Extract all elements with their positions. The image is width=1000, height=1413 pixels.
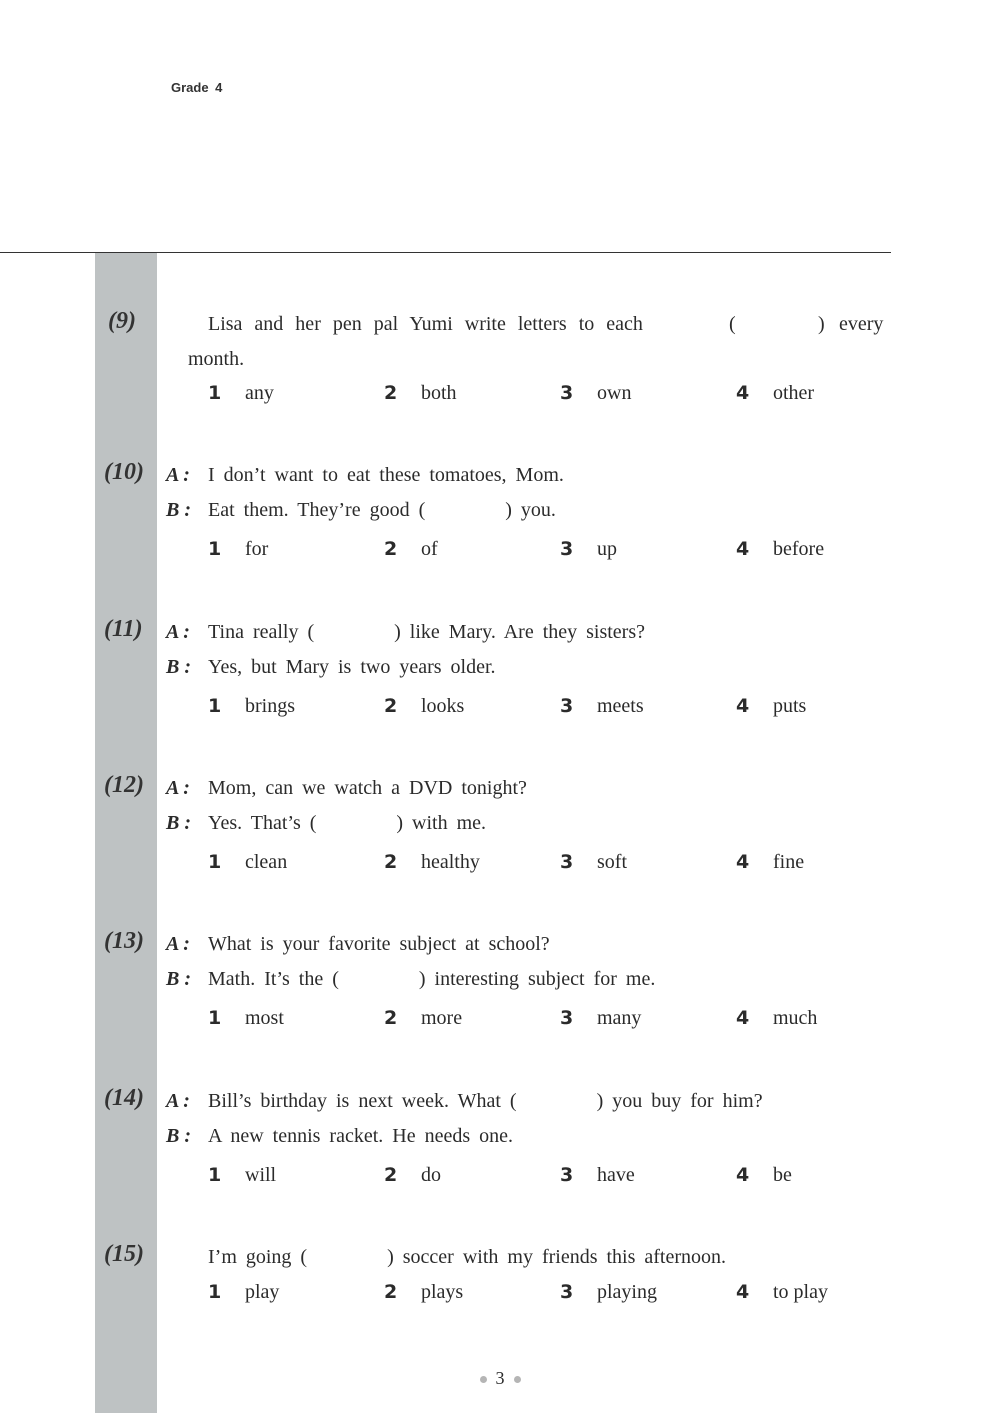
- question-number: (15): [104, 1241, 144, 1267]
- choice-1[interactable]: [208, 1163, 276, 1187]
- choice-text: plays: [421, 1281, 464, 1303]
- dialogue-a: [208, 620, 645, 644]
- speaker-b: B :: [166, 968, 191, 990]
- question-number: (12): [104, 772, 144, 798]
- speaker-a: A :: [166, 464, 190, 486]
- choice-number: 4: [736, 1007, 750, 1029]
- question-sentence: [208, 312, 889, 336]
- choice-4[interactable]: [736, 1006, 817, 1030]
- choice-3[interactable]: [560, 1006, 641, 1030]
- choice-text: up: [597, 538, 617, 560]
- dialogue-text: ) with me.: [396, 812, 487, 834]
- question-number: (13): [104, 928, 144, 954]
- choice-2[interactable]: [384, 1163, 441, 1187]
- choice-number: 4: [736, 382, 750, 404]
- choice-number: 1: [208, 1164, 222, 1186]
- choice-text: playing: [597, 1281, 657, 1303]
- sentence-text: every: [839, 313, 884, 335]
- choice-number: 1: [208, 1007, 222, 1029]
- choice-number: 2: [384, 1007, 398, 1029]
- choice-4[interactable]: [736, 537, 824, 561]
- choice-number: 1: [208, 1281, 222, 1303]
- choice-text: most: [245, 1007, 284, 1029]
- choice-number: 4: [736, 851, 750, 873]
- blank-close: ): [818, 313, 825, 335]
- dialogue-a: I don’t want to eat these tomatoes, Mom.: [208, 464, 564, 486]
- choice-2[interactable]: [384, 1006, 462, 1030]
- choice-text: any: [245, 382, 274, 404]
- dialogue-b: [208, 811, 486, 835]
- choice-text: many: [597, 1007, 642, 1029]
- choice-4[interactable]: [736, 850, 804, 874]
- choice-number: 1: [208, 695, 222, 717]
- question-number: (9): [108, 308, 136, 334]
- question-number-sidebar: [95, 253, 157, 1413]
- choice-text: own: [597, 382, 632, 404]
- choice-number: 3: [560, 538, 574, 560]
- choice-3[interactable]: [560, 1163, 635, 1187]
- speaker-b: B :: [166, 656, 191, 678]
- choice-number: 1: [208, 382, 222, 404]
- choice-text: brings: [245, 695, 295, 717]
- choice-4[interactable]: [736, 694, 806, 718]
- grade-label: Grade 4: [171, 80, 223, 95]
- speaker-a: A :: [166, 1090, 190, 1112]
- choice-number: 2: [384, 382, 398, 404]
- choice-text: fine: [773, 851, 805, 873]
- choice-2[interactable]: [384, 694, 464, 718]
- choice-1[interactable]: [208, 537, 268, 561]
- speaker-b: B :: [166, 499, 191, 521]
- speaker-b: B :: [166, 1125, 191, 1147]
- choice-2[interactable]: [384, 1280, 463, 1304]
- choice-text: much: [773, 1007, 818, 1029]
- choice-text: other: [773, 382, 815, 404]
- sentence-text: ) soccer with my friends this afternoon.: [387, 1246, 727, 1268]
- dialogue-a: Mom, can we watch a DVD tonight?: [208, 777, 527, 799]
- choice-number: 4: [736, 695, 750, 717]
- choice-text: both: [421, 382, 457, 404]
- choice-text: be: [773, 1164, 792, 1186]
- question-number: (14): [104, 1085, 144, 1111]
- choice-number: 3: [560, 1007, 574, 1029]
- dialogue-b: A new tennis racket. He needs one.: [208, 1125, 514, 1147]
- choice-number: 1: [208, 538, 222, 560]
- dialogue-b: [208, 967, 655, 991]
- choice-text: to play: [773, 1281, 828, 1303]
- sentence-text: I’m going (: [208, 1246, 308, 1268]
- choice-2[interactable]: [384, 850, 480, 874]
- choice-number: 3: [560, 851, 574, 873]
- choice-number: 2: [384, 695, 398, 717]
- choice-3[interactable]: [560, 694, 644, 718]
- page-number: 3: [495, 1368, 505, 1388]
- choice-text: more: [421, 1007, 463, 1029]
- sentence-continuation: month.: [188, 348, 245, 370]
- question-sentence: [208, 1245, 726, 1269]
- dialogue-text: Math. It’s the (: [208, 968, 339, 990]
- choice-1[interactable]: [208, 1006, 284, 1030]
- choice-1[interactable]: [208, 694, 295, 718]
- dialogue-b: [208, 498, 556, 522]
- choice-text: healthy: [421, 851, 480, 873]
- choice-number: 2: [384, 1281, 398, 1303]
- sentence-text: Lisa and her pen pal Yumi write letters to each: [208, 313, 643, 335]
- choice-text: have: [597, 1164, 635, 1186]
- choice-4[interactable]: [736, 381, 814, 405]
- dialogue-text: Tina really (: [208, 621, 315, 643]
- choice-text: soft: [597, 851, 627, 873]
- choice-3[interactable]: [560, 381, 631, 405]
- choice-text: do: [421, 1164, 441, 1186]
- choice-number: 4: [736, 1281, 750, 1303]
- dialogue-text: Bill’s birthday is next week. What (: [208, 1090, 517, 1112]
- dot-icon: [480, 1376, 487, 1383]
- choice-number: 3: [560, 1164, 574, 1186]
- dialogue-text: Yes. That’s (: [208, 812, 317, 834]
- choice-text: meets: [597, 695, 644, 717]
- choice-number: 2: [384, 851, 398, 873]
- choice-text: for: [245, 538, 269, 560]
- choice-text: of: [421, 538, 438, 560]
- speaker-a: A :: [166, 621, 190, 643]
- speaker-b: B :: [166, 812, 191, 834]
- dot-icon: [514, 1376, 521, 1383]
- choice-number: 3: [560, 382, 574, 404]
- choice-number: 1: [208, 851, 222, 873]
- choice-text: before: [773, 538, 825, 560]
- choice-number: 3: [560, 695, 574, 717]
- choice-text: play: [245, 1281, 280, 1303]
- choice-4[interactable]: [736, 1280, 828, 1304]
- speaker-a: A :: [166, 777, 190, 799]
- page-footer: [0, 1368, 1000, 1389]
- question-number: (10): [104, 459, 144, 485]
- choice-number: 3: [560, 1281, 574, 1303]
- choice-1[interactable]: [208, 381, 274, 405]
- choice-1[interactable]: [208, 1280, 279, 1304]
- speaker-a: A :: [166, 933, 190, 955]
- dialogue-text: ) like Mary. Are they sisters?: [394, 621, 645, 643]
- choice-text: puts: [773, 695, 807, 717]
- choice-3[interactable]: [560, 1280, 657, 1304]
- choice-number: 2: [384, 1164, 398, 1186]
- choice-3[interactable]: [560, 850, 627, 874]
- choice-4[interactable]: [736, 1163, 792, 1187]
- choice-number: 4: [736, 1164, 750, 1186]
- blank-open: (: [729, 313, 736, 335]
- question-number: (11): [104, 616, 143, 642]
- choice-2[interactable]: [384, 537, 438, 561]
- choice-number: 2: [384, 538, 398, 560]
- choice-number: 4: [736, 538, 750, 560]
- choice-1[interactable]: [208, 850, 287, 874]
- dialogue-a: [208, 1089, 763, 1113]
- choice-2[interactable]: [384, 381, 457, 405]
- dialogue-b: Yes, but Mary is two years older.: [208, 656, 496, 678]
- dialogue-a: What is your favorite subject at school?: [208, 933, 550, 955]
- dialogue-text: Eat them. They’re good (: [208, 499, 426, 521]
- dialogue-text: ) you buy for him?: [596, 1090, 763, 1112]
- choice-3[interactable]: [560, 537, 617, 561]
- choice-text: clean: [245, 851, 288, 873]
- choice-text: looks: [421, 695, 465, 717]
- dialogue-text: ) interesting subject for me.: [418, 968, 656, 990]
- choice-text: will: [245, 1164, 277, 1186]
- dialogue-text: ) you.: [505, 499, 556, 521]
